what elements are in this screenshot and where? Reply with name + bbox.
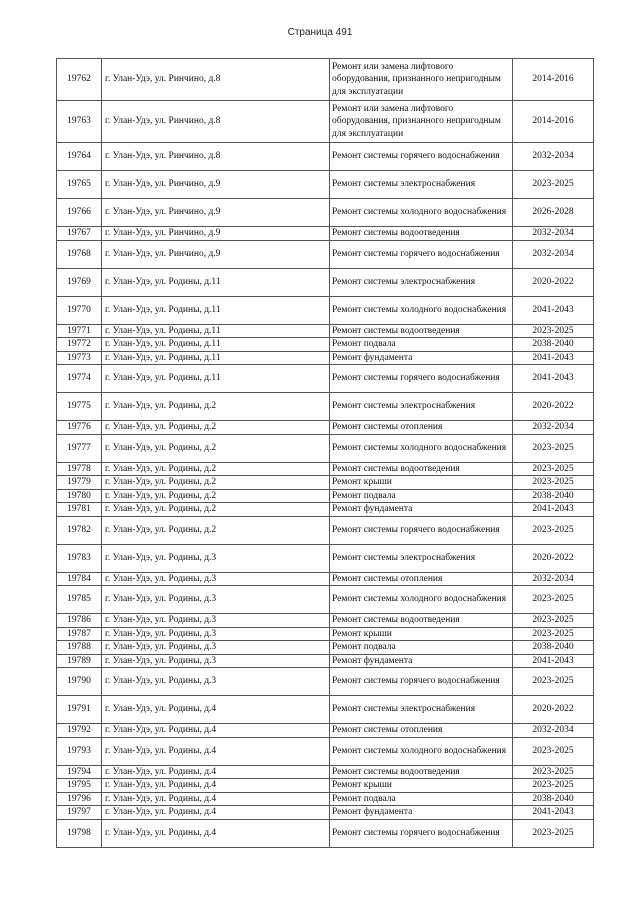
- row-number: 19775: [57, 393, 102, 421]
- row-number: 19773: [57, 351, 102, 365]
- row-number: 19763: [57, 101, 102, 143]
- row-address: г. Улан-Удэ, ул. Ринчино, д.9: [102, 199, 330, 227]
- row-address: г. Улан-Удэ, ул. Родины, д.3: [102, 641, 330, 655]
- row-period: 2023-2025: [513, 586, 594, 614]
- row-work-type: Ремонт системы водоотведения: [330, 765, 513, 779]
- row-period: 2014-2016: [513, 59, 594, 101]
- row-work-type: Ремонт подвала: [330, 641, 513, 655]
- row-number: 19788: [57, 641, 102, 655]
- row-work-type: Ремонт системы электроснабжения: [330, 696, 513, 724]
- row-work-type: Ремонт системы водоотведения: [330, 462, 513, 476]
- row-work-type: Ремонт фундамента: [330, 351, 513, 365]
- row-address: г. Улан-Удэ, ул. Ринчино, д.9: [102, 240, 330, 268]
- row-number: 19769: [57, 268, 102, 296]
- row-period: 2023-2025: [513, 171, 594, 199]
- row-address: г. Улан-Удэ, ул. Ринчино, д.8: [102, 143, 330, 171]
- row-period: 2032-2034: [513, 143, 594, 171]
- row-period: 2023-2025: [513, 324, 594, 338]
- row-period: 2023-2025: [513, 737, 594, 765]
- table-row: [57, 421, 594, 435]
- table-row: [57, 696, 594, 724]
- table-row: [57, 819, 594, 847]
- row-work-type: Ремонт системы водоотведения: [330, 227, 513, 241]
- row-number: 19783: [57, 544, 102, 572]
- row-address: г. Улан-Удэ, ул. Родины, д.2: [102, 503, 330, 517]
- row-work-type: Ремонт системы отопления: [330, 724, 513, 738]
- row-work-type: Ремонт системы горячего водоснабжения: [330, 143, 513, 171]
- row-period: 2032-2034: [513, 421, 594, 435]
- row-work-type: Ремонт или замена лифтового оборудования, признанного непригодным для эксплуатации: [330, 59, 513, 101]
- row-period: 2020-2022: [513, 544, 594, 572]
- row-address: г. Улан-Удэ, ул. Ринчино, д.9: [102, 171, 330, 199]
- table-row: [57, 724, 594, 738]
- row-period: 2023-2025: [513, 516, 594, 544]
- row-work-type: Ремонт крыши: [330, 627, 513, 641]
- row-number: 19779: [57, 476, 102, 490]
- row-number: 19781: [57, 503, 102, 517]
- row-period: 2032-2034: [513, 227, 594, 241]
- row-address: г. Улан-Удэ, ул. Родины, д.4: [102, 806, 330, 820]
- table-row: [57, 462, 594, 476]
- table-row: [57, 516, 594, 544]
- row-work-type: Ремонт системы горячего водоснабжения: [330, 516, 513, 544]
- row-work-type: Ремонт системы горячего водоснабжения: [330, 240, 513, 268]
- row-work-type: Ремонт системы холодного водоснабжения: [330, 434, 513, 462]
- row-number: 19789: [57, 654, 102, 668]
- row-address: г. Улан-Удэ, ул. Родины, д.11: [102, 324, 330, 338]
- row-number: 19764: [57, 143, 102, 171]
- row-period: 2023-2025: [513, 614, 594, 628]
- row-address: г. Улан-Удэ, ул. Родины, д.4: [102, 819, 330, 847]
- row-address: г. Улан-Удэ, ул. Родины, д.4: [102, 792, 330, 806]
- row-number: 19774: [57, 365, 102, 393]
- row-address: г. Улан-Удэ, ул. Родины, д.3: [102, 586, 330, 614]
- row-number: 19766: [57, 199, 102, 227]
- row-work-type: Ремонт или замена лифтового оборудования, признанного непригодным для эксплуатации: [330, 101, 513, 143]
- row-number: 19770: [57, 296, 102, 324]
- row-work-type: Ремонт системы электроснабжения: [330, 393, 513, 421]
- row-number: 19790: [57, 668, 102, 696]
- row-period: 2041-2043: [513, 654, 594, 668]
- row-number: 19772: [57, 338, 102, 352]
- row-work-type: Ремонт фундамента: [330, 503, 513, 517]
- row-address: г. Улан-Удэ, ул. Родины, д.4: [102, 737, 330, 765]
- table-row: [57, 296, 594, 324]
- row-address: г. Улан-Удэ, ул. Родины, д.3: [102, 614, 330, 628]
- table-row: [57, 365, 594, 393]
- row-period: 2038-2040: [513, 489, 594, 503]
- table-body: [57, 59, 594, 848]
- row-period: 2023-2025: [513, 779, 594, 793]
- row-address: г. Улан-Удэ, ул. Родины, д.4: [102, 765, 330, 779]
- row-address: г. Улан-Удэ, ул. Родины, д.4: [102, 696, 330, 724]
- table-row: [57, 393, 594, 421]
- row-work-type: Ремонт фундамента: [330, 806, 513, 820]
- row-work-type: Ремонт системы водоотведения: [330, 614, 513, 628]
- row-work-type: Ремонт крыши: [330, 779, 513, 793]
- table-row: [57, 586, 594, 614]
- row-address: г. Улан-Удэ, ул. Родины, д.3: [102, 544, 330, 572]
- row-period: 2038-2040: [513, 792, 594, 806]
- table-row: [57, 627, 594, 641]
- row-work-type: Ремонт системы горячего водоснабжения: [330, 819, 513, 847]
- table-row: [57, 668, 594, 696]
- row-period: 2023-2025: [513, 627, 594, 641]
- row-number: 19791: [57, 696, 102, 724]
- table-row: [57, 434, 594, 462]
- row-work-type: Ремонт системы горячего водоснабжения: [330, 668, 513, 696]
- row-period: 2023-2025: [513, 462, 594, 476]
- row-address: г. Улан-Удэ, ул. Родины, д.11: [102, 365, 330, 393]
- row-number: 19785: [57, 586, 102, 614]
- row-address: г. Улан-Удэ, ул. Родины, д.2: [102, 489, 330, 503]
- table-row: [57, 572, 594, 586]
- table-row: [57, 268, 594, 296]
- row-address: г. Улан-Удэ, ул. Родины, д.3: [102, 668, 330, 696]
- table-row: [57, 792, 594, 806]
- row-number: 19776: [57, 421, 102, 435]
- row-number: 19787: [57, 627, 102, 641]
- row-address: г. Улан-Удэ, ул. Родины, д.11: [102, 268, 330, 296]
- row-work-type: Ремонт системы электроснабжения: [330, 268, 513, 296]
- table-row: [57, 737, 594, 765]
- row-number: 19792: [57, 724, 102, 738]
- row-work-type: Ремонт системы отопления: [330, 572, 513, 586]
- page-header: Страница 491: [287, 27, 353, 38]
- table-row: [57, 227, 594, 241]
- row-number: 19778: [57, 462, 102, 476]
- table-row: [57, 641, 594, 655]
- row-period: 2014-2016: [513, 101, 594, 143]
- row-work-type: Ремонт системы водоотведения: [330, 324, 513, 338]
- table-row: [57, 489, 594, 503]
- table-row: [57, 143, 594, 171]
- table-row: [57, 779, 594, 793]
- row-period: 2020-2022: [513, 268, 594, 296]
- table-row: [57, 240, 594, 268]
- row-number: 19765: [57, 171, 102, 199]
- table-row: [57, 59, 594, 101]
- row-work-type: Ремонт подвала: [330, 338, 513, 352]
- row-number: 19798: [57, 819, 102, 847]
- row-address: г. Улан-Удэ, ул. Родины, д.2: [102, 421, 330, 435]
- row-period: 2023-2025: [513, 765, 594, 779]
- table-row: [57, 654, 594, 668]
- table-row: [57, 806, 594, 820]
- row-address: г. Улан-Удэ, ул. Ринчино, д.9: [102, 227, 330, 241]
- table-row: [57, 199, 594, 227]
- row-number: 19771: [57, 324, 102, 338]
- row-number: 19782: [57, 516, 102, 544]
- row-period: 2023-2025: [513, 476, 594, 490]
- row-work-type: Ремонт системы отопления: [330, 421, 513, 435]
- row-work-type: Ремонт системы холодного водоснабжения: [330, 586, 513, 614]
- row-address: г. Улан-Удэ, ул. Ринчино, д.8: [102, 101, 330, 143]
- table-row: [57, 544, 594, 572]
- row-work-type: Ремонт системы электроснабжения: [330, 544, 513, 572]
- row-period: 2020-2022: [513, 696, 594, 724]
- row-number: 19794: [57, 765, 102, 779]
- row-address: г. Улан-Удэ, ул. Родины, д.2: [102, 434, 330, 462]
- row-work-type: Ремонт системы холодного водоснабжения: [330, 199, 513, 227]
- row-period: 2032-2034: [513, 572, 594, 586]
- table-row: [57, 338, 594, 352]
- row-period: 2032-2034: [513, 724, 594, 738]
- row-period: 2041-2043: [513, 351, 594, 365]
- row-work-type: Ремонт системы электроснабжения: [330, 171, 513, 199]
- row-work-type: Ремонт системы горячего водоснабжения: [330, 365, 513, 393]
- row-address: г. Улан-Удэ, ул. Родины, д.2: [102, 476, 330, 490]
- row-period: 2041-2043: [513, 296, 594, 324]
- row-address: г. Улан-Удэ, ул. Родины, д.3: [102, 572, 330, 586]
- row-period: 2026-2028: [513, 199, 594, 227]
- row-address: г. Улан-Удэ, ул. Родины, д.11: [102, 338, 330, 352]
- row-period: 2023-2025: [513, 668, 594, 696]
- row-address: г. Улан-Удэ, ул. Родины, д.4: [102, 779, 330, 793]
- row-number: 19767: [57, 227, 102, 241]
- row-period: 2020-2022: [513, 393, 594, 421]
- row-work-type: Ремонт фундамента: [330, 654, 513, 668]
- repair-schedule-table: [56, 58, 594, 848]
- row-number: 19793: [57, 737, 102, 765]
- row-period: 2041-2043: [513, 365, 594, 393]
- row-work-type: Ремонт подвала: [330, 489, 513, 503]
- row-number: 19784: [57, 572, 102, 586]
- row-address: г. Улан-Удэ, ул. Родины, д.2: [102, 516, 330, 544]
- row-number: 19795: [57, 779, 102, 793]
- row-period: 2041-2043: [513, 806, 594, 820]
- row-address: г. Улан-Удэ, ул. Родины, д.3: [102, 627, 330, 641]
- row-number: 19796: [57, 792, 102, 806]
- row-number: 19777: [57, 434, 102, 462]
- row-number: 19762: [57, 59, 102, 101]
- row-period: 2041-2043: [513, 503, 594, 517]
- row-address: г. Улан-Удэ, ул. Родины, д.3: [102, 654, 330, 668]
- row-address: г. Улан-Удэ, ул. Родины, д.11: [102, 296, 330, 324]
- table-row: [57, 101, 594, 143]
- row-work-type: Ремонт системы холодного водоснабжения: [330, 737, 513, 765]
- row-address: г. Улан-Удэ, ул. Родины, д.2: [102, 462, 330, 476]
- row-number: 19768: [57, 240, 102, 268]
- row-period: 2038-2040: [513, 641, 594, 655]
- row-address: г. Улан-Удэ, ул. Родины, д.2: [102, 393, 330, 421]
- row-address: г. Улан-Удэ, ул. Родины, д.11: [102, 351, 330, 365]
- table-row: [57, 503, 594, 517]
- row-number: 19797: [57, 806, 102, 820]
- row-period: 2023-2025: [513, 434, 594, 462]
- row-address: г. Улан-Удэ, ул. Ринчино, д.8: [102, 59, 330, 101]
- table-row: [57, 476, 594, 490]
- table-row: [57, 324, 594, 338]
- row-address: г. Улан-Удэ, ул. Родины, д.4: [102, 724, 330, 738]
- row-work-type: Ремонт системы холодного водоснабжения: [330, 296, 513, 324]
- row-number: 19786: [57, 614, 102, 628]
- row-period: 2038-2040: [513, 338, 594, 352]
- row-work-type: Ремонт подвала: [330, 792, 513, 806]
- row-work-type: Ремонт крыши: [330, 476, 513, 490]
- row-period: 2032-2034: [513, 240, 594, 268]
- table-row: [57, 614, 594, 628]
- table-row: [57, 171, 594, 199]
- row-period: 2023-2025: [513, 819, 594, 847]
- table-row: [57, 351, 594, 365]
- row-number: 19780: [57, 489, 102, 503]
- table-row: [57, 765, 594, 779]
